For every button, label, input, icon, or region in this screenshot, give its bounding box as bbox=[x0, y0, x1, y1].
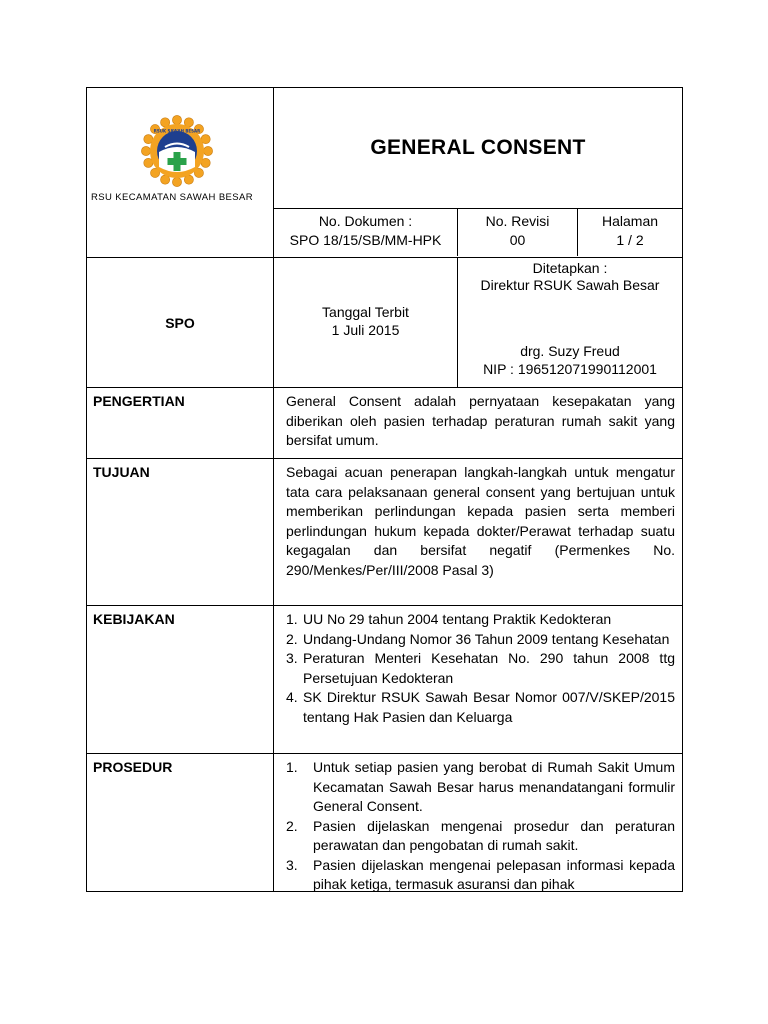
logo-bead bbox=[203, 146, 212, 155]
list-item: 2. Pasien dijelaskan mengenai prosedur dan peraturan perawatan dan pengobatan di rumah sakit. bbox=[286, 817, 675, 853]
signatory-name: drg. Suzy Freud bbox=[520, 343, 620, 359]
prosedur-row bbox=[87, 754, 682, 891]
no-dokumen-label: No. Dokumen : bbox=[318, 213, 413, 229]
spo-label: SPO bbox=[87, 258, 274, 387]
ditetapkan-label: Ditetapkan : bbox=[532, 260, 608, 276]
logo-bead bbox=[141, 146, 150, 155]
hospital-name: RSU KECAMATAN SAWAH BESAR bbox=[91, 192, 254, 203]
tanggal-terbit-value: 1 Juli 2015 bbox=[331, 322, 400, 338]
spo-document bbox=[86, 87, 683, 892]
list-item: 4. SK Direktur RSUK Sawah Besar Nomor 007/V/SKEP/2015 tentang Hak Pasien dan Keluarga bbox=[286, 689, 675, 725]
ditetapkan-cell bbox=[458, 258, 682, 387]
no-revisi-value: 00 bbox=[509, 232, 526, 248]
kebijakan-label: KEBIJAKAN bbox=[87, 606, 274, 753]
logo-bead bbox=[172, 177, 181, 186]
halaman-cell bbox=[578, 209, 682, 256]
no-dokumen-cell bbox=[274, 209, 458, 256]
kebijakan-list bbox=[286, 610, 675, 727]
document-meta-row bbox=[274, 209, 682, 256]
logo-cell bbox=[87, 88, 274, 257]
spo-row bbox=[87, 258, 682, 388]
no-revisi-cell bbox=[458, 209, 578, 256]
kebijakan-row bbox=[87, 606, 682, 754]
pengertian-row bbox=[87, 388, 682, 459]
tujuan-text: Sebagai acuan penerapan langkah-langkah untuk mengatur tata cara pelaksanaan general consent yang bertujuan untuk memberikan perlindungan kepada pasien serta memberi perlindungan hukum kepada dokter/Perawat terhadap suatu kegagalan dan bersifat negatif (Permenkes No. 290/Menkes/Per/III/2008 Pasal 3) bbox=[286, 464, 675, 578]
prosedur-list-cell bbox=[274, 754, 682, 891]
tujuan-label: TUJUAN bbox=[87, 459, 274, 605]
kebijakan-list-cell bbox=[274, 606, 682, 753]
document-header bbox=[87, 88, 682, 258]
list-item: 2. Undang-Undang Nomor 36 Tahun 2009 tentang Kesehatan bbox=[286, 630, 670, 647]
tujuan-row bbox=[87, 459, 682, 606]
list-item: 1. Untuk setiap pasien yang berobat di Rumah Sakit Umum Kecamatan Sawah Besar harus menandatangani formulir General Consent. bbox=[286, 759, 675, 814]
document-title: GENERAL CONSENT bbox=[370, 136, 586, 159]
ditetapkan-by: Direktur RSUK Sawah Besar bbox=[480, 277, 660, 293]
hospital-logo-icon bbox=[138, 115, 216, 187]
prosedur-list bbox=[286, 758, 675, 895]
halaman-value: 1 / 2 bbox=[616, 232, 644, 248]
pengertian-label: PENGERTIAN bbox=[87, 388, 274, 458]
no-revisi-label: No. Revisi bbox=[485, 213, 550, 229]
pengertian-text: General Consent adalah pernyataan kesepakatan yang diberikan oleh pasien terhadap peraturan rumah sakit yang bersifat umum. bbox=[286, 393, 675, 448]
list-item: 1. UU No 29 tahun 2004 tentang Praktik Kedokteran bbox=[286, 611, 612, 627]
list-item: 3. Pasien dijelaskan mengenai pelepasan informasi kepada pihak ketiga, termasuk asuransi dan pihak bbox=[286, 856, 675, 892]
logo-bead bbox=[172, 115, 181, 124]
tanggal-terbit-cell bbox=[274, 258, 458, 387]
halaman-label: Halaman bbox=[601, 213, 659, 229]
tanggal-terbit-label: Tanggal Terbit bbox=[322, 304, 409, 320]
list-item: 3. Peraturan Menteri Kesehatan No. 290 tahun 2008 ttg Persetujuan Kedokteran bbox=[286, 650, 675, 686]
no-dokumen-value: SPO 18/15/SB/MM-HPK bbox=[289, 232, 442, 248]
title-cell bbox=[274, 88, 682, 209]
prosedur-label: PROSEDUR bbox=[87, 754, 274, 891]
signatory-nip: NIP : 196512071990112001 bbox=[483, 361, 657, 377]
logo-text: RSUK SAWAH BESAR bbox=[153, 128, 201, 134]
